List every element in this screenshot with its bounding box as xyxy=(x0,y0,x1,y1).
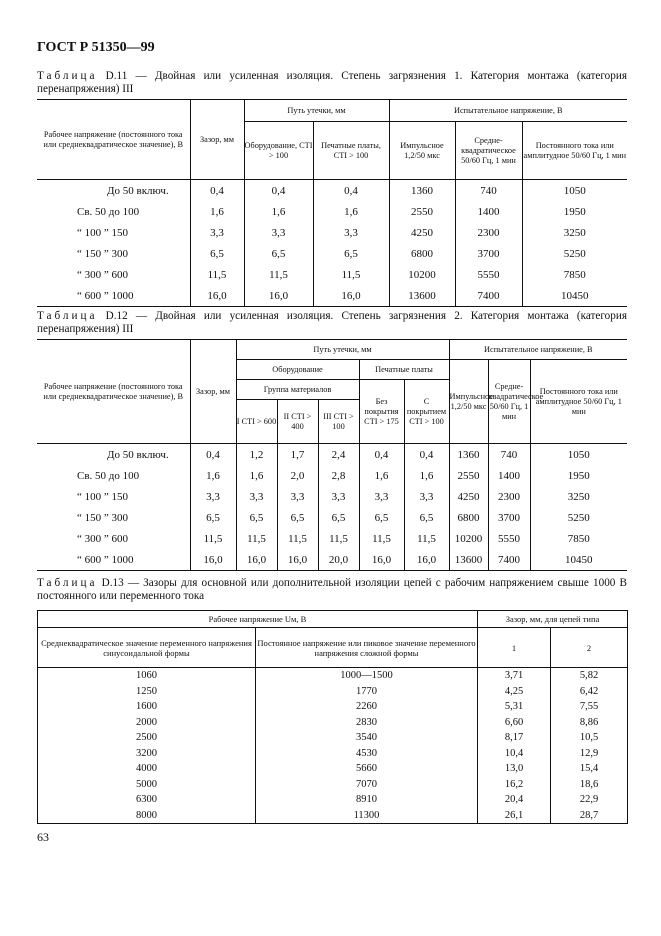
table-row xyxy=(37,222,627,243)
cell: 4,25 xyxy=(478,684,551,700)
cell: 2000 xyxy=(38,715,256,731)
cell: “ 100 ” 150 xyxy=(77,490,129,503)
header-printed-boards: Печатные платы xyxy=(359,360,449,380)
table-row xyxy=(37,201,627,222)
cell: 1950 xyxy=(530,465,627,486)
table-word: Таблица xyxy=(37,70,98,82)
header-voltage: Рабочее напряжение (постоянного тока или среднеквадратическое значение), В xyxy=(37,100,190,180)
cell: 16,0 xyxy=(313,285,389,307)
cell: 13600 xyxy=(389,285,455,307)
cell: 1,6 xyxy=(244,201,313,222)
header-test-voltage: Испытательное напряжение, В xyxy=(389,100,627,122)
cell: “ 600 ” 1000 xyxy=(37,549,190,571)
cell: 3700 xyxy=(455,243,522,264)
cell: Св. 50 до 100 xyxy=(77,205,140,218)
cell: 5,31 xyxy=(478,699,551,715)
cell: 5,82 xyxy=(551,668,628,684)
cell: 8,86 xyxy=(551,715,628,731)
table-row xyxy=(38,668,628,684)
cell: 11,5 xyxy=(318,528,359,549)
table-id: D.13 xyxy=(101,577,124,589)
table-row xyxy=(38,761,628,777)
cell: 3540 xyxy=(256,730,478,746)
cell: 10200 xyxy=(389,264,455,285)
cell: 1,7 xyxy=(277,444,318,466)
cell: 2300 xyxy=(455,222,522,243)
cell: 1360 xyxy=(449,444,488,466)
cell: 4250 xyxy=(389,222,455,243)
cell: 0,4 xyxy=(404,444,449,466)
table-d12-caption xyxy=(37,310,627,336)
cell: 7850 xyxy=(530,528,627,549)
cell: 6,5 xyxy=(359,507,404,528)
cell: 1360 xyxy=(389,180,455,202)
cell: 0,4 xyxy=(313,180,389,202)
header-dc: Постоянного тока или амплитудное 50/60 Гц, 1 мин xyxy=(530,360,627,444)
table-row xyxy=(37,444,627,466)
header-dc-peak: Постоянное напряжение или пиковое значение переменного напряжения сложной формы xyxy=(256,628,478,668)
cell: 8000 xyxy=(38,808,256,824)
cell: 10200 xyxy=(449,528,488,549)
header-rms: Средне-квадратическое 50/60 Гц, 1 мин xyxy=(455,122,522,180)
cell: 2550 xyxy=(449,465,488,486)
cell: 20,0 xyxy=(318,549,359,571)
cell: 5550 xyxy=(488,528,530,549)
table-caption-text: — Зазоры для основной или дополнительной изоляции цепей с рабочим напряжением свыше 1000 В постоянного или переменного тока xyxy=(37,577,628,602)
header-equipment: Оборудование xyxy=(236,360,359,380)
table-d13-caption xyxy=(37,577,627,603)
cell: 11,5 xyxy=(313,264,389,285)
cell: 11,5 xyxy=(277,528,318,549)
header-test-voltage: Испытательное напряжение, В xyxy=(449,340,627,360)
cell: 6,5 xyxy=(190,243,244,264)
cell: 16,0 xyxy=(277,549,318,571)
cell: 3,3 xyxy=(190,222,244,243)
cell: 6,5 xyxy=(318,507,359,528)
header-group-3: III CTI > 100 xyxy=(318,400,359,444)
table-id: D.12 xyxy=(105,310,128,322)
cell: 6,5 xyxy=(404,507,449,528)
cell: 1770 xyxy=(256,684,478,700)
table-row xyxy=(38,808,628,824)
cell: 1,6 xyxy=(236,465,277,486)
cell: 1060 xyxy=(38,668,256,684)
cell: 28,7 xyxy=(551,808,628,824)
cell: 26,1 xyxy=(478,808,551,824)
cell: 3,3 xyxy=(318,486,359,507)
cell: “ 600 ” 1000 xyxy=(37,285,190,307)
cell: 13,0 xyxy=(478,761,551,777)
table-row xyxy=(37,264,627,285)
cell: 0,4 xyxy=(190,180,244,202)
cell: 1,6 xyxy=(190,465,236,486)
cell: 1,6 xyxy=(313,201,389,222)
cell: 2830 xyxy=(256,715,478,731)
cell: 3,3 xyxy=(190,486,236,507)
table-row xyxy=(37,486,627,507)
cell: 6800 xyxy=(389,243,455,264)
cell: 6,42 xyxy=(551,684,628,700)
table-row xyxy=(38,777,628,793)
cell: 5250 xyxy=(530,507,627,528)
header-gap: Зазор, мм xyxy=(190,340,236,444)
cell: 0,4 xyxy=(244,180,313,202)
cell: До 50 включ. xyxy=(107,184,169,197)
header-creepage: Путь утечки, мм xyxy=(236,340,449,360)
cell: 1050 xyxy=(530,444,627,466)
cell: 6,5 xyxy=(190,507,236,528)
header-dc: Постоянного тока или амплитудное 50/60 Гц, 1 мин xyxy=(522,122,627,180)
cell: 16,0 xyxy=(190,285,244,307)
table-word: Таблица xyxy=(37,577,98,589)
cell: 11,5 xyxy=(190,528,236,549)
header-creepage: Путь утечки, мм xyxy=(244,100,389,122)
cell: 1000—1500 xyxy=(256,668,478,684)
cell: 2500 xyxy=(38,730,256,746)
header-group-1: I CTI > 600 xyxy=(236,400,277,444)
header-material-group: Группа материалов xyxy=(236,380,359,400)
header-type-2: 2 xyxy=(551,628,628,668)
header-voltage: Рабочее напряжение (постоянного тока или среднеквадратическое значение), В xyxy=(37,340,190,444)
cell: 1,6 xyxy=(404,465,449,486)
cell: 4530 xyxy=(256,746,478,762)
cell: 1,6 xyxy=(190,201,244,222)
cell: 16,2 xyxy=(478,777,551,793)
header-printed-boards: Печатные платы, CTI > 100 xyxy=(313,122,389,180)
table-row xyxy=(38,715,628,731)
header-type-1: 1 xyxy=(478,628,551,668)
cell: 16,0 xyxy=(404,549,449,571)
cell: 10450 xyxy=(522,285,627,307)
cell: 7070 xyxy=(256,777,478,793)
cell: 10,5 xyxy=(551,730,628,746)
header-gap-circuit-type: Зазор, мм, для цепей типа xyxy=(478,611,628,628)
cell: 1600 xyxy=(38,699,256,715)
cell: “ 300 ” 600 xyxy=(77,532,129,545)
table-row xyxy=(38,699,628,715)
cell: 1,2 xyxy=(236,444,277,466)
cell: 10,4 xyxy=(478,746,551,762)
cell: 3,3 xyxy=(404,486,449,507)
table-row xyxy=(38,730,628,746)
table-caption-text: — Двойная или усиленная изоляция. Степень загрязнения 1. Категория монтажа (категория перенапряжения) III xyxy=(37,70,627,95)
header-coated: С покрытием CTI > 100 xyxy=(404,380,449,444)
table-row xyxy=(37,549,627,571)
cell: 10450 xyxy=(530,549,627,571)
cell: 11300 xyxy=(256,808,478,824)
cell: 3250 xyxy=(522,222,627,243)
cell: 12,9 xyxy=(551,746,628,762)
cell: 3250 xyxy=(530,486,627,507)
cell: 6,5 xyxy=(244,243,313,264)
table-row xyxy=(38,746,628,762)
cell: 2550 xyxy=(389,201,455,222)
cell: 6,5 xyxy=(277,507,318,528)
table-row xyxy=(38,684,628,700)
cell: 11,5 xyxy=(359,528,404,549)
cell: 7400 xyxy=(488,549,530,571)
header-equipment: Оборудование, CTI > 100 xyxy=(244,122,313,180)
cell: 2,4 xyxy=(318,444,359,466)
cell: 5550 xyxy=(455,264,522,285)
cell: 16,0 xyxy=(190,549,236,571)
cell: 6300 xyxy=(38,792,256,808)
cell: 2260 xyxy=(256,699,478,715)
cell: 5000 xyxy=(38,777,256,793)
cell: 3,3 xyxy=(236,486,277,507)
cell: 8,17 xyxy=(478,730,551,746)
cell: 20,4 xyxy=(478,792,551,808)
cell: 6800 xyxy=(449,507,488,528)
table-row xyxy=(37,285,627,307)
cell: 8910 xyxy=(256,792,478,808)
cell: 18,6 xyxy=(551,777,628,793)
cell: 13600 xyxy=(449,549,488,571)
cell: 3700 xyxy=(488,507,530,528)
cell: 11,5 xyxy=(244,264,313,285)
cell: 4000 xyxy=(38,761,256,777)
cell: 1950 xyxy=(522,201,627,222)
cell: 6,5 xyxy=(313,243,389,264)
cell: 7850 xyxy=(522,264,627,285)
header-rms-sine: Среднеквадратическое значение переменного напряжения синусоидальной формы xyxy=(38,628,256,668)
cell: 2,8 xyxy=(318,465,359,486)
cell: “ 100 ” 150 xyxy=(77,226,129,239)
cell: 16,0 xyxy=(236,549,277,571)
cell: 3200 xyxy=(38,746,256,762)
cell: 4250 xyxy=(449,486,488,507)
cell: 2300 xyxy=(488,486,530,507)
cell: 740 xyxy=(488,444,530,466)
cell: 3,3 xyxy=(359,486,404,507)
header-uncoated: Без покрытия CTI > 175 xyxy=(359,380,404,444)
cell: 3,3 xyxy=(313,222,389,243)
cell: 5250 xyxy=(522,243,627,264)
cell: 0,4 xyxy=(359,444,404,466)
table-row xyxy=(37,507,627,528)
cell: 1050 xyxy=(522,180,627,202)
header-gap: Зазор, мм xyxy=(190,100,244,180)
header-working-voltage: Рабочее напряжение Uм, В xyxy=(38,611,478,628)
header-group-2: II CTI > 400 xyxy=(277,400,318,444)
header-impulse: Импульсное 1,2/50 мкс xyxy=(449,360,488,444)
table-d11 xyxy=(37,99,627,307)
cell: 3,71 xyxy=(478,668,551,684)
cell: 3,3 xyxy=(277,486,318,507)
cell: 1400 xyxy=(488,465,530,486)
header-impulse: Импульсное 1,2/50 мкс xyxy=(389,122,455,180)
cell: 11,5 xyxy=(190,264,244,285)
cell: 1250 xyxy=(38,684,256,700)
cell: 1400 xyxy=(455,201,522,222)
table-d11-caption xyxy=(37,70,627,96)
document-title: ГОСТ Р 51350—99 xyxy=(37,40,155,55)
cell: “ 150 ” 300 xyxy=(77,511,129,524)
table-row xyxy=(37,528,627,549)
table-row xyxy=(37,465,627,486)
cell: 1,6 xyxy=(359,465,404,486)
cell: 7,55 xyxy=(551,699,628,715)
table-row xyxy=(37,180,627,202)
cell: Св. 50 до 100 xyxy=(77,469,140,482)
cell: 11,5 xyxy=(236,528,277,549)
cell: “ 150 ” 300 xyxy=(77,247,129,260)
header-rms: Средне-квадратическое 50/60 Гц, 1 мин xyxy=(488,360,530,444)
cell: 7400 xyxy=(455,285,522,307)
cell: 2,0 xyxy=(277,465,318,486)
table-d12 xyxy=(37,339,627,571)
table-word: Таблица xyxy=(37,310,98,322)
table-caption-text: — Двойная или усиленная изоляция. Степень загрязнения 2. Категория монтажа (категория перенапряжения) III xyxy=(37,310,628,335)
cell: 6,60 xyxy=(478,715,551,731)
table-row xyxy=(37,243,627,264)
cell: 6,5 xyxy=(236,507,277,528)
cell: До 50 включ. xyxy=(107,448,169,461)
cell: 0,4 xyxy=(190,444,236,466)
cell: 740 xyxy=(455,180,522,202)
cell: 16,0 xyxy=(359,549,404,571)
table-id: D.11 xyxy=(105,70,128,82)
table-row xyxy=(38,792,628,808)
cell: 16,0 xyxy=(244,285,313,307)
cell: 3,3 xyxy=(244,222,313,243)
cell: 15,4 xyxy=(551,761,628,777)
cell: “ 300 ” 600 xyxy=(77,268,129,281)
cell: 11,5 xyxy=(404,528,449,549)
page-number: 63 xyxy=(37,830,49,844)
table-d13 xyxy=(37,610,628,824)
cell: 5660 xyxy=(256,761,478,777)
cell: 22,9 xyxy=(551,792,628,808)
